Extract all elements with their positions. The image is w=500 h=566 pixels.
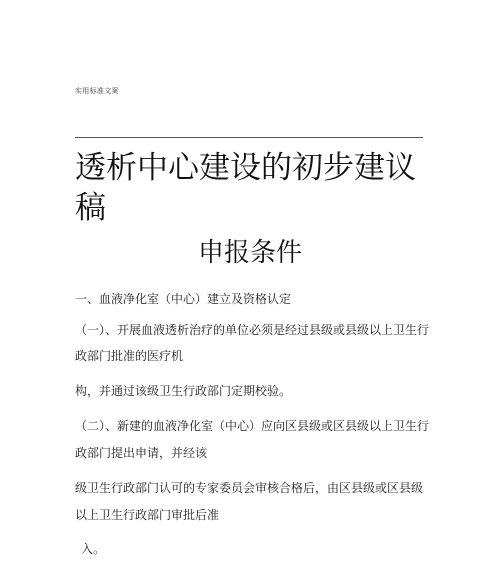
paragraph-line: 一、血液净化室（中心）建立及资格认定 bbox=[75, 292, 292, 306]
paragraph-line: 构，并通过该级卫生行政部门定期校验。 bbox=[75, 384, 292, 398]
paragraph-line: 级卫生行政部门认可的专家委员会审核合格后，由区县级或区县级 bbox=[75, 481, 424, 495]
header-divider bbox=[75, 137, 423, 138]
paragraph-line: 入。 bbox=[81, 542, 106, 556]
paragraph-line: 以上卫生行政部门审批后准 bbox=[75, 508, 220, 522]
paragraph-line: 政部门提出申请，并经该 bbox=[75, 446, 208, 460]
paragraph-line: 政部门批准的医疗机 bbox=[75, 349, 184, 363]
paragraph-line: （一）、开展血液透析治疗的单位必须是经过县级或县级以上卫生行 bbox=[75, 323, 430, 337]
header-label: 实用标准文案 bbox=[75, 87, 119, 95]
section-heading: 申报条件 bbox=[197, 238, 302, 268]
document-title: 透析中心建设的初步建议稿 bbox=[75, 150, 416, 226]
paragraph-line: （二）、新建的血液净化室（中心）应向区县级或区县级以上卫生行 bbox=[75, 419, 430, 433]
